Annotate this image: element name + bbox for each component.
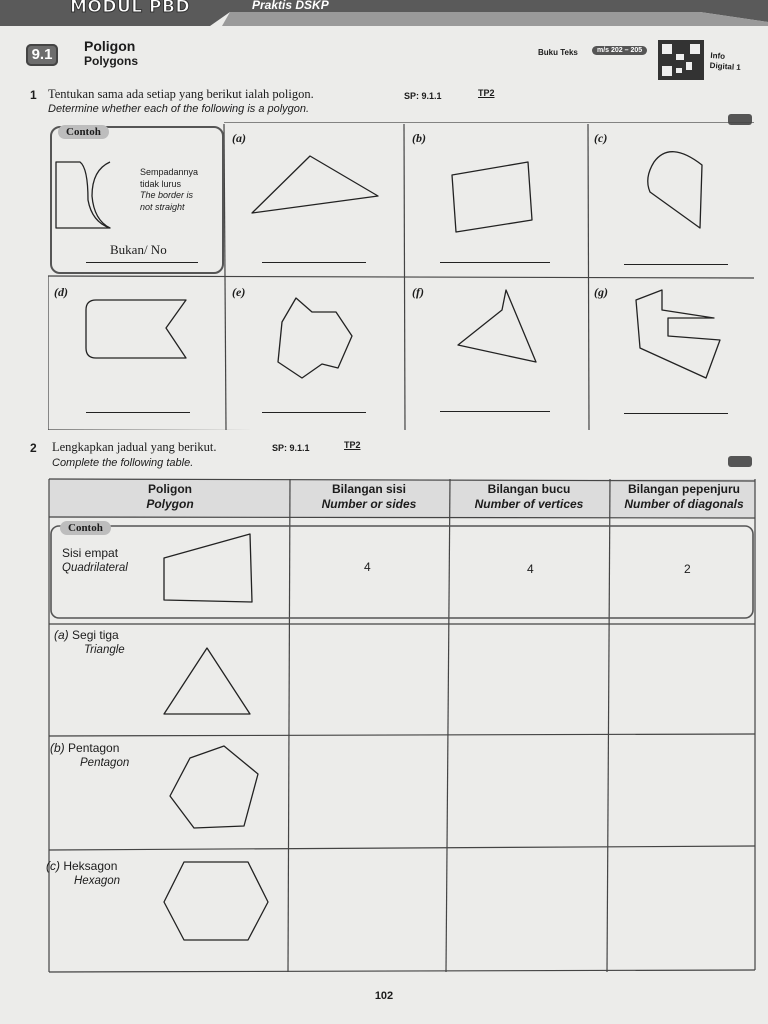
question-2-sp: SP: 9.1.1 (272, 443, 310, 453)
header-polygon: Poligon Polygon (146, 482, 194, 511)
question-1-text: Tentukan sama ada setiap yang berikut ialah poligon. (48, 87, 314, 101)
module-subtitle: Praktis DSKP (252, 0, 329, 12)
question-1-number: 1 (30, 88, 37, 102)
section-title-en: Polygons (84, 54, 139, 68)
question-2-text-en: Complete the following table. (52, 457, 194, 469)
example-vertices-value: 4 (527, 562, 534, 576)
module-title: MODUL PBD (70, 0, 191, 17)
textbook-label: Buku Teks (538, 48, 578, 57)
item-label-f: (f) (412, 285, 424, 299)
question-2-tp: TP2 (344, 440, 361, 450)
row-b-label: (b) Pentagon Pentagon (50, 741, 130, 769)
header-sides: Bilangan sisi Number or sides (321, 482, 417, 511)
cell-c-vertices[interactable] (450, 850, 602, 968)
row-a-label: (a) Segi tiga Triangle (54, 628, 125, 656)
hexagon-shape (164, 862, 268, 940)
cell-b-diagonals[interactable] (610, 738, 754, 846)
textbook-pages-badge: m/s 202 – 205 (592, 46, 647, 55)
cell-a-diagonals[interactable] (610, 626, 754, 734)
example-answer: Bukan/ No (110, 242, 167, 257)
cell-c-diagonals[interactable] (610, 850, 754, 968)
section-title: Poligon (84, 38, 136, 54)
pentagon-shape (170, 746, 258, 828)
question-2-number: 2 (30, 441, 37, 455)
example-row-label: Sisi empat Quadrilateral (62, 546, 128, 574)
question-1-tp: TP2 (478, 88, 495, 98)
table-example-tag: Contoh (60, 521, 111, 535)
item-label-e: (e) (232, 285, 246, 299)
example-tag: Contoh (58, 125, 109, 139)
info-digital-label: Info Digital 1 (709, 50, 742, 73)
cell-b-vertices[interactable] (450, 738, 602, 846)
example-sides-value: 4 (364, 560, 371, 574)
header-vertices: Bilangan bucu Number of vertices (474, 482, 584, 511)
example-diagonals-value: 2 (684, 562, 691, 576)
row-c-label: (c) Heksagon Hexagon (46, 859, 121, 887)
triangle-shape (164, 648, 250, 714)
cell-c-sides[interactable] (292, 850, 442, 968)
cell-a-vertices[interactable] (450, 626, 602, 734)
item-label-d: (d) (54, 285, 68, 299)
page-number: 102 (374, 990, 394, 1002)
question-1-sp: SP: 9.1.1 (404, 91, 442, 101)
cell-a-sides[interactable] (292, 626, 442, 734)
item-label-a: (a) (232, 131, 246, 145)
item-label-g: (g) (594, 285, 608, 299)
quadrilateral-shape (164, 534, 252, 602)
section-number-badge: 9.1 (26, 44, 58, 66)
example-note: Sempadannya tidak lurus The border is not straight (140, 167, 199, 212)
item-label-c: (c) (594, 131, 608, 145)
item-label-b: (b) (412, 131, 426, 145)
cell-b-sides[interactable] (292, 738, 442, 846)
header-diagonals: Bilangan pepenjuru Number of diagonals (624, 482, 744, 511)
question-1-text-en: Determine whether each of the following is a polygon. (48, 103, 310, 115)
question-2-text: Lengkapkan jadual yang berikut. (52, 440, 217, 454)
